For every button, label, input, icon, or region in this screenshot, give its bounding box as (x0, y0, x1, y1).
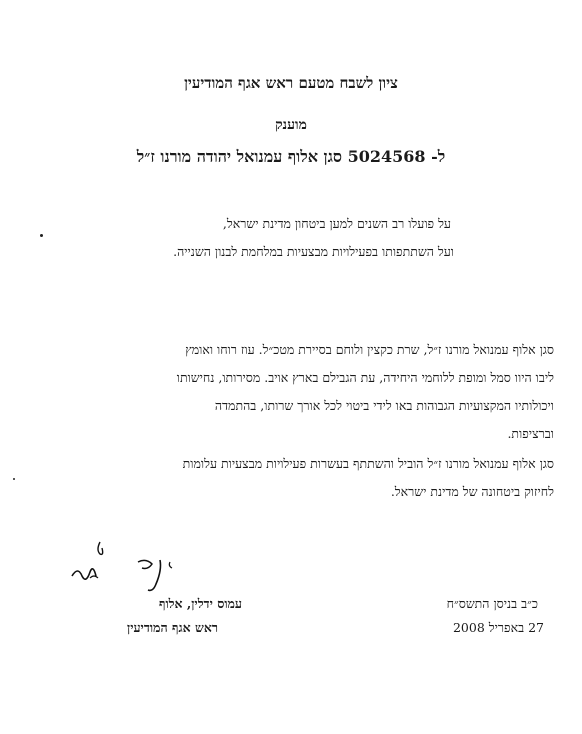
paragraph-service (14, 336, 554, 448)
paragraph-reason (31, 210, 454, 266)
signatory-title: ראש אגף המודיעין (127, 620, 218, 635)
award-label: מוענק (275, 117, 307, 133)
scan-speck (13, 478, 15, 480)
paragraph-operations (14, 450, 554, 506)
paragraph-line: וברציפות. (507, 426, 554, 441)
hebrew-date: כ״ב בניסן התשס״ח (446, 596, 538, 611)
paragraph-line: ועל השתתפותו בפעילויות מבצעיות במלחמת לבנון השנייה. (173, 244, 454, 259)
gregorian-date: 27 באפריל 2008 (452, 620, 544, 635)
handwritten-signature (60, 538, 180, 598)
paragraph-line: לחיזוק ביטחונה של מדינת ישראל. (390, 484, 554, 499)
scan-speck (40, 234, 43, 237)
document-heading: ציון לשבח מטעם ראש אגף המודיעין (184, 74, 398, 92)
signatory-name: עמוס ידלין, אלוף (159, 596, 242, 611)
paragraph-line: ויכולותיו המקצועיות הגבוהות באו לידי ביטוי לכל אורך שרותו, בהתמדה (214, 398, 554, 413)
paragraph-line: סגן אלוף עמנואל מורנו ז״ל הוביל והשתתף בעשרות פעילויות מבצעיות עלומות (182, 456, 554, 471)
paragraph-line: על פועלו רב השנים למען ביטחון מדינת ישראל, (222, 216, 451, 231)
paragraph-line: ליבו היוו סמל ומופת ללוחמי היחידה, עת הגבילם בארץ אויב. מסירותו, נחישותו (176, 370, 554, 385)
paragraph-line: סגן אלוף עמנואל מורנו ז״ל, שרת כקצין ולוחם בסיירת מטכ״ל. עוז רוחו ואומץ (185, 342, 554, 357)
recipient-line: ל- 5024568 סגן אלוף עמנואל יהודה מורנו ז״ל (136, 147, 446, 166)
